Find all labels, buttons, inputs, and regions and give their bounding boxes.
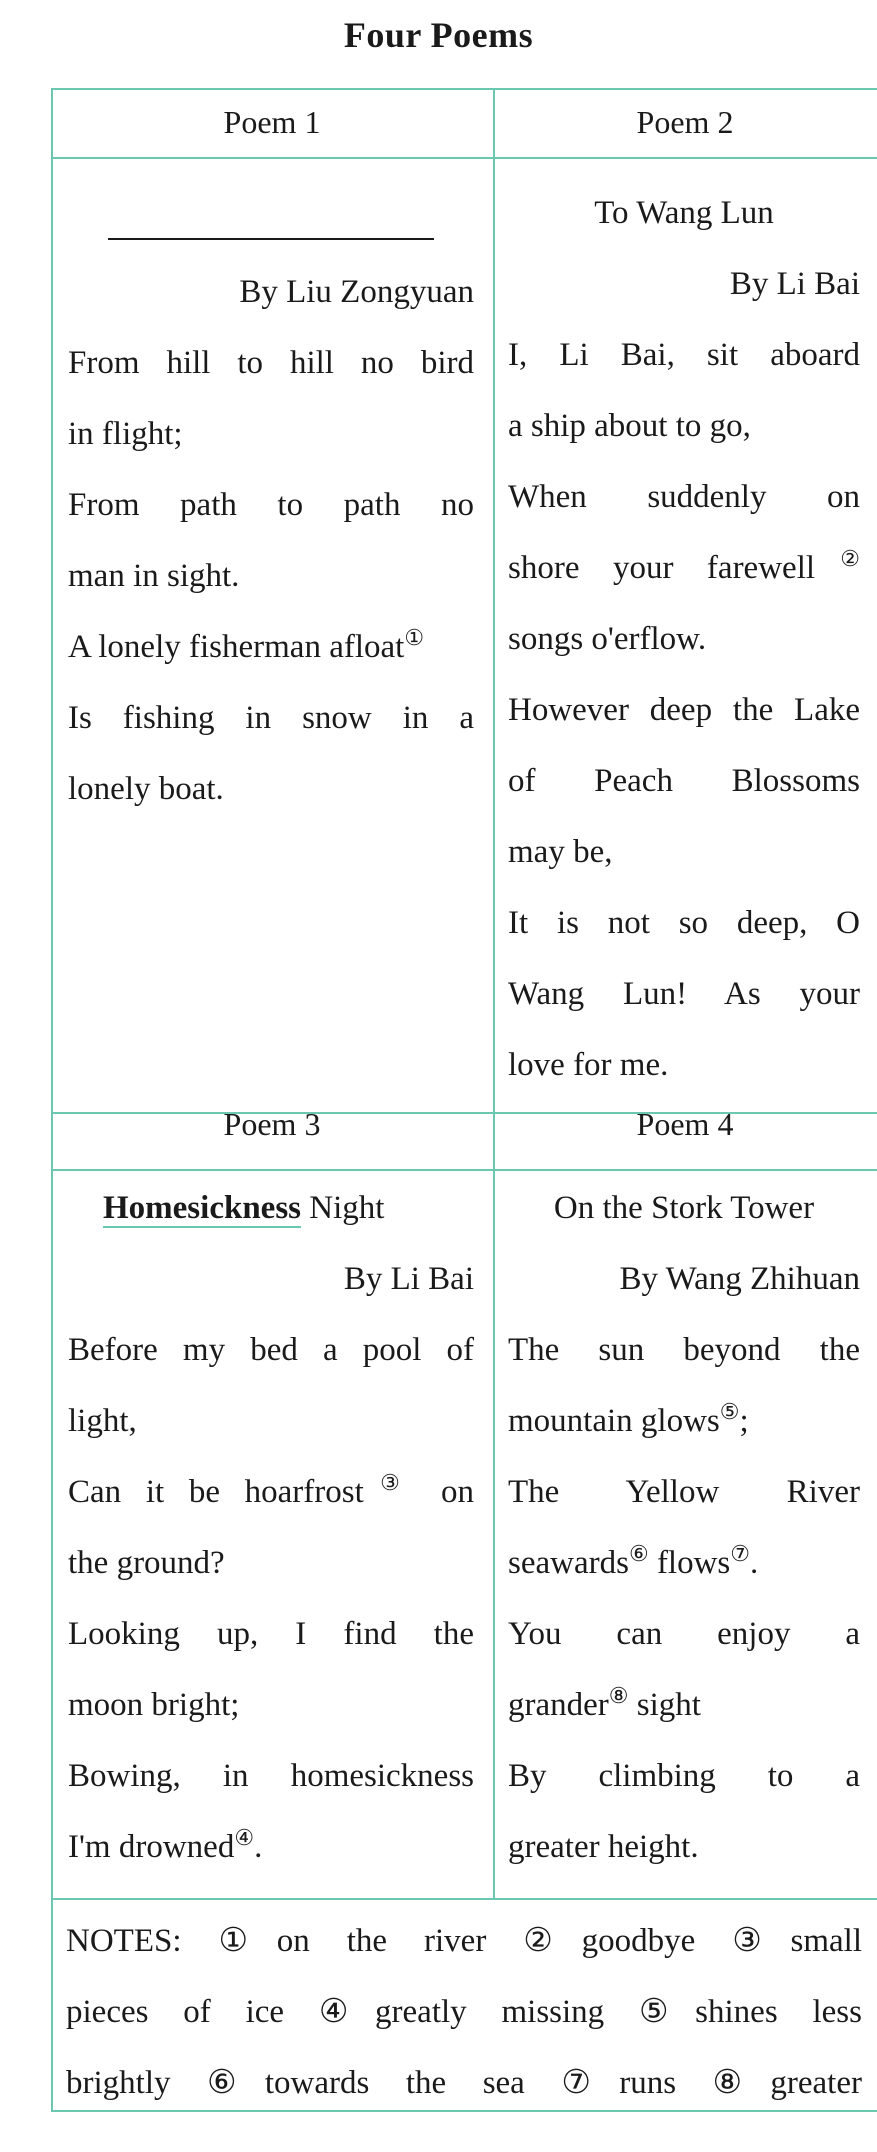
- page-title: Four Poems: [343, 15, 534, 55]
- poem-line: the ground?: [68, 1545, 225, 1581]
- poem-line: Before my bed a pool of: [68, 1332, 474, 1368]
- poem-line-text: .: [750, 1545, 759, 1581]
- poem-line-text: I'm drowned: [68, 1829, 235, 1865]
- poem-line-text: A lonely fisherman afloat: [68, 629, 405, 665]
- poem-4-title: On the Stork Tower: [553, 1190, 815, 1226]
- note-marker: ③: [363, 1470, 417, 1495]
- poem-line: songs o'erflow.: [508, 621, 707, 657]
- poem-4-author: By Wang Zhihuan: [619, 1261, 860, 1297]
- poem-line-text: seawards: [508, 1545, 629, 1581]
- poem-line-text: on: [416, 1474, 474, 1510]
- poem-2-cell: [508, 178, 860, 1101]
- notes-line: NOTES: ①on the river ②goodbye ③small: [66, 1923, 862, 1959]
- poem-1-cell: [68, 178, 474, 825]
- poem-3-cell: [68, 1173, 474, 1883]
- poem-line: man in sight.: [68, 558, 240, 594]
- poem-line: [68, 612, 474, 683]
- blank-underline: [108, 186, 434, 240]
- poem-line-text: .: [254, 1829, 263, 1865]
- poem-line: moon bright;: [68, 1687, 240, 1723]
- poem-line: [508, 1670, 860, 1741]
- poem-line: Bowing, in homesickness: [68, 1758, 474, 1794]
- poem-line: From path to path no: [68, 487, 474, 523]
- note-marker: ④: [234, 1825, 255, 1850]
- poem-line: However deep the Lake: [508, 692, 860, 728]
- poem-line-text: ;: [739, 1403, 749, 1439]
- poem-line: When suddenly on: [508, 479, 860, 515]
- table-rule: [53, 157, 877, 159]
- poem-4-cell: [508, 1173, 860, 1883]
- note-marker: ②: [815, 546, 860, 571]
- table-rule: [53, 1169, 877, 1171]
- poem-line: light,: [68, 1403, 137, 1439]
- poem-line: in flight;: [68, 416, 183, 452]
- notes-section: [66, 1906, 862, 2119]
- poem-2-title: To Wang Lun: [594, 195, 774, 231]
- poem-line-text: flows: [648, 1545, 731, 1581]
- poem-line: lonely boat.: [68, 771, 224, 807]
- note-marker: ⑧: [608, 1683, 629, 1708]
- poem-1-author: By Liu Zongyuan: [239, 274, 474, 310]
- poem-line: By climbing to a: [508, 1758, 860, 1794]
- notes-line: brightly ⑥towards the sea ⑦runs ⑧greater: [66, 2065, 862, 2101]
- header-poem-2: Poem 2: [636, 104, 734, 140]
- poem-line: [508, 1386, 860, 1457]
- poem-line: of Peach Blossoms: [508, 763, 860, 799]
- poem-line: love for me.: [508, 1047, 669, 1083]
- poem-line-text: shore your farewell: [508, 550, 816, 586]
- poem-line: It is not so deep, O: [508, 905, 860, 941]
- poem-line: [68, 1457, 474, 1528]
- note-marker: ⑦: [730, 1541, 751, 1566]
- poem-line: a ship about to go,: [508, 408, 751, 444]
- poem-line: I, Li Bai, sit aboard: [508, 337, 860, 373]
- poem-line: You can enjoy a: [508, 1616, 860, 1652]
- poem-line: [508, 533, 860, 604]
- header-poem-3: Poem 3: [223, 1106, 321, 1142]
- header-poem-4: Poem 4: [636, 1106, 734, 1142]
- note-marker: ①: [404, 625, 425, 650]
- poem-line: Wang Lun! As your: [508, 976, 860, 1012]
- poem-line: may be,: [508, 834, 613, 870]
- header-poem-1: Poem 1: [223, 104, 321, 140]
- note-marker: ⑤: [719, 1399, 740, 1424]
- poem-line: From hill to hill no bird: [68, 345, 474, 381]
- poem-line-text: grander: [508, 1687, 609, 1723]
- poem-1-title-blank: [68, 186, 474, 257]
- poem-line-text: mountain glows: [508, 1403, 720, 1439]
- poem-line-text: Can it be hoarfrost: [68, 1474, 364, 1510]
- poem-line: Looking up, I find the: [68, 1616, 474, 1652]
- poem-2-author: By Li Bai: [729, 266, 860, 302]
- poem-line: [508, 1528, 860, 1599]
- poem-3-author: By Li Bai: [343, 1261, 474, 1297]
- column-divider: [493, 90, 495, 1898]
- poem-line: [68, 1812, 474, 1883]
- poem-line: Is fishing in snow in a: [68, 700, 474, 736]
- poem-line: The sun beyond the: [508, 1332, 860, 1368]
- poem-line: The Yellow River: [508, 1474, 860, 1510]
- poem-line-text: sight: [628, 1687, 701, 1723]
- title-keyword: Homesickness: [103, 1190, 301, 1226]
- note-marker: ⑥: [628, 1541, 649, 1566]
- notes-line: pieces of ice ④greatly missing ⑤shines less: [66, 1994, 862, 2030]
- table-rule: [53, 1898, 877, 1900]
- poem-3-title: [68, 1173, 474, 1244]
- title-rest: Night: [301, 1190, 385, 1226]
- poem-line: greater height.: [508, 1829, 699, 1865]
